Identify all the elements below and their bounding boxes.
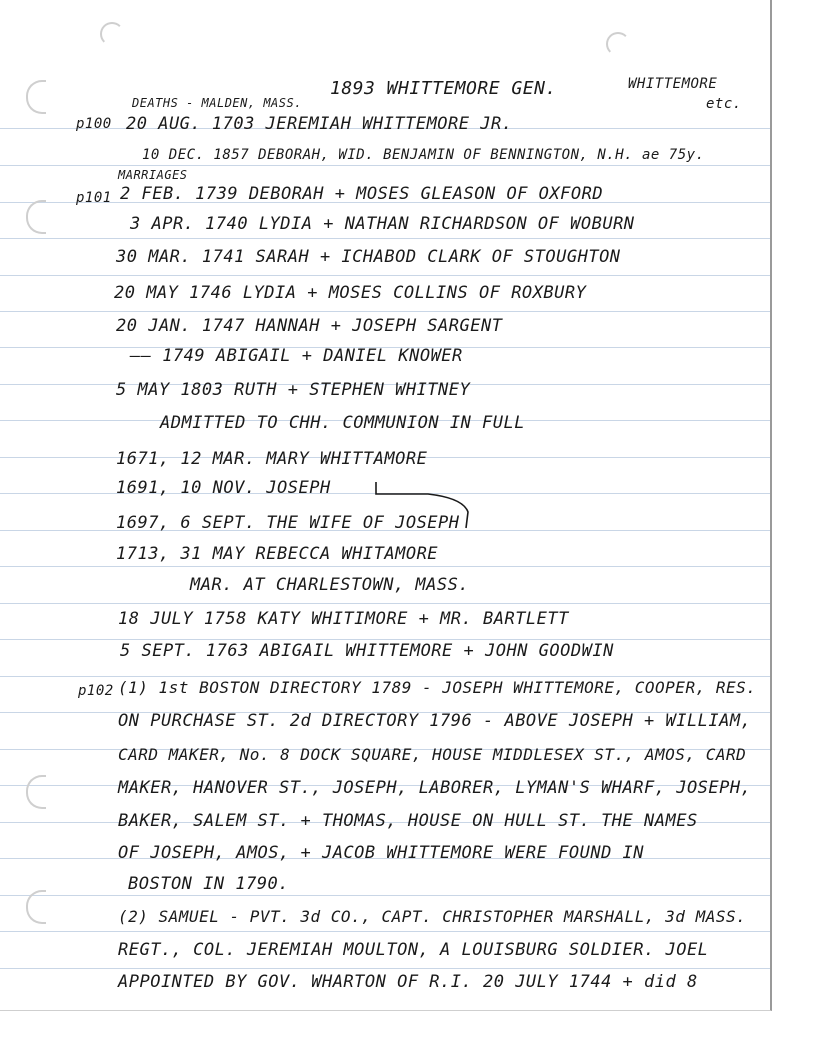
marriage-entry: —— 1749 ABIGAIL + DANIEL KNOWER bbox=[130, 346, 463, 366]
ruled-line bbox=[0, 639, 770, 640]
note-line: ON PURCHASE ST. 2d DIRECTORY 1796 - ABOVE JOSEPH + WILLIAM, bbox=[118, 711, 752, 731]
communion-entry: 1713, 31 MAY REBECCA WHITAMORE bbox=[116, 544, 439, 564]
ruled-line bbox=[0, 311, 770, 312]
marriage-entry: 3 APR. 1740 LYDIA + NATHAN RICHARDSON OF WOBURN bbox=[130, 214, 635, 234]
communion-heading: ADMITTED TO CHH. COMMUNION IN FULL bbox=[160, 413, 525, 433]
surname-heading: WHITTEMORE bbox=[628, 76, 718, 92]
binder-hole bbox=[26, 200, 46, 234]
binder-hole bbox=[100, 22, 124, 46]
marriage-entry: 20 JAN. 1747 HANNAH + JOSEPH SARGENT bbox=[116, 316, 503, 336]
note-line: MAKER, HANOVER ST., JOSEPH, LABORER, LYMAN'S WHARF, JOSEPH, bbox=[118, 778, 752, 798]
communion-entry: 1671, 12 MAR. MARY WHITTAMORE bbox=[116, 449, 428, 469]
ruled-line bbox=[0, 603, 770, 604]
note-line: (2) SAMUEL - PVT. 3d CO., CAPT. CHRISTOPHER MARSHALL, 3d MASS. bbox=[118, 907, 747, 926]
death-entry: 10 DEC. 1857 DEBORAH, WID. BENJAMIN OF BENNINGTON, N.H. ae 75y. bbox=[142, 147, 705, 163]
binder-hole bbox=[26, 890, 46, 924]
note-line: OF JOSEPH, AMOS, + JACOB WHITTEMORE WERE FOUND IN bbox=[118, 843, 645, 863]
charlestown-entry: 5 SEPT. 1763 ABIGAIL WHITTEMORE + JOHN GOODWIN bbox=[120, 641, 614, 661]
ruled-line bbox=[0, 931, 770, 932]
binder-hole bbox=[26, 80, 46, 114]
marriage-entry: 2 FEB. 1739 DEBORAH + MOSES GLEASON OF OXFORD bbox=[120, 184, 604, 204]
ruled-line bbox=[0, 275, 770, 276]
ruled-line bbox=[0, 676, 770, 677]
marriage-entry: 30 MAR. 1741 SARAH + ICHABOD CLARK OF STOUGHTON bbox=[116, 247, 621, 267]
ruled-line bbox=[0, 238, 770, 239]
page-ref-102: p102 bbox=[78, 683, 114, 699]
page-title: 1893 WHITTEMORE GEN. bbox=[330, 78, 557, 99]
page-ref-101: p101 bbox=[76, 190, 112, 206]
bracket-mark bbox=[368, 478, 478, 538]
note-line: BOSTON IN 1790. bbox=[128, 874, 290, 894]
marriage-entry: 20 MAY 1746 LYDIA + MOSES COLLINS OF ROXBURY bbox=[114, 283, 587, 303]
note-line: APPOINTED BY GOV. WHARTON OF R.I. 20 JULY 1744 + did 8 bbox=[118, 972, 698, 992]
page-ref-100: p100 bbox=[76, 116, 112, 132]
binder-hole bbox=[26, 775, 46, 809]
marriages-heading: MARRIAGES bbox=[118, 168, 188, 182]
charlestown-entry: 18 JULY 1758 KATY WHITIMORE + MR. BARTLETT bbox=[118, 609, 569, 629]
ruled-line bbox=[0, 895, 770, 896]
death-entry: 20 AUG. 1703 JEREMIAH WHITTEMORE JR. bbox=[126, 114, 513, 134]
ruled-line bbox=[0, 165, 770, 166]
charlestown-heading: MAR. AT CHARLESTOWN, MASS. bbox=[190, 575, 470, 595]
note-line: BAKER, SALEM ST. + THOMAS, HOUSE ON HULL ST. THE NAMES bbox=[118, 811, 698, 831]
binder-hole bbox=[606, 32, 630, 56]
communion-entry: 1697, 6 SEPT. THE WIFE OF JOSEPH bbox=[116, 513, 460, 533]
marriage-entry: 5 MAY 1803 RUTH + STEPHEN WHITNEY bbox=[116, 380, 471, 400]
communion-entry: 1691, 10 NOV. JOSEPH bbox=[116, 478, 331, 498]
ruled-line bbox=[0, 968, 770, 969]
ruled-line bbox=[0, 566, 770, 567]
note-line: REGT., COL. JEREMIAH MOULTON, A LOUISBURG SOLDIER. JOEL bbox=[118, 940, 709, 960]
note-line: (1) 1st BOSTON DIRECTORY 1789 - JOSEPH WHITTEMORE, COOPER, RES. bbox=[118, 678, 757, 697]
deaths-heading: DEATHS - MALDEN, MASS. bbox=[132, 96, 302, 110]
etc-note: etc. bbox=[706, 96, 742, 112]
note-line: CARD MAKER, No. 8 DOCK SQUARE, HOUSE MIDDLESEX ST., AMOS, CARD bbox=[118, 745, 747, 764]
